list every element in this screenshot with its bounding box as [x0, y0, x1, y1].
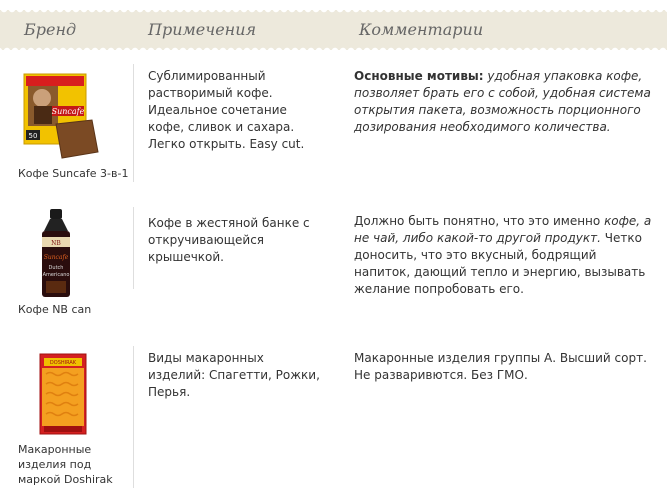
comment-part: Четко доносить, что это вкусный, бодрящий напиток, дающий тепло и энергию, вызывать желание попробовать его.	[354, 231, 646, 296]
svg-text:DOSHIRAK: DOSHIRAK	[49, 360, 77, 366]
table-row	[0, 207, 667, 322]
notes-text: Сублимированный растворимый кофе. Идеальное сочетание кофе, сливок и сахара. Легко открыть. Easy cut.	[148, 69, 305, 151]
comment-part: Должно быть понятно, что это именно	[354, 214, 605, 228]
svg-text:NB: NB	[51, 240, 61, 247]
svg-text:50: 50	[28, 132, 38, 140]
notes-text: Кофе в жестяной банке с откручивающейся крышечкой.	[148, 216, 310, 264]
table-row	[0, 346, 667, 488]
comment-italic: удобная упаковка кофе, позволяет брать его с собой, удобная система открытия пакета, возможность порционного дозирования необходимого количества.	[354, 69, 651, 134]
doshirak-pasta-image	[36, 352, 90, 436]
brand-name: Кофе Suncafe 3-в-1	[18, 167, 129, 180]
column-divider	[133, 207, 134, 289]
suncafe-box-image	[22, 72, 102, 162]
header-brand: Бренд	[24, 20, 77, 39]
notes-text: Виды макаронных изделий: Спагетти, Рожки, Перья.	[148, 351, 320, 399]
header-comments: Комментарии	[359, 20, 484, 39]
svg-text:Suncafe: Suncafe	[43, 254, 69, 261]
header-notes: Примечения	[148, 20, 257, 39]
comment-bold: Основные мотивы:	[354, 69, 484, 83]
column-divider	[133, 346, 134, 488]
comments-text	[354, 213, 654, 298]
table-header	[0, 10, 667, 50]
column-divider	[133, 64, 134, 182]
comments-text	[354, 68, 654, 136]
brand-name: Кофе NB can	[18, 303, 92, 316]
svg-text:Suncafe: Suncafe	[51, 107, 85, 116]
comment-italic: кофе, а не чай, либо какой-то другой продукт.	[354, 214, 652, 245]
svg-text:Dutch: Dutch	[48, 265, 64, 271]
svg-text:Americano: Americano	[42, 272, 70, 278]
nb-can-image	[36, 209, 76, 301]
table-row	[0, 64, 667, 189]
brand-name: Макаронные изделия под маркой Doshirak	[18, 443, 113, 486]
comments-text: Макаронные изделия группы А. Высший сорт. Не разваривются. Без ГМО.	[354, 351, 647, 382]
